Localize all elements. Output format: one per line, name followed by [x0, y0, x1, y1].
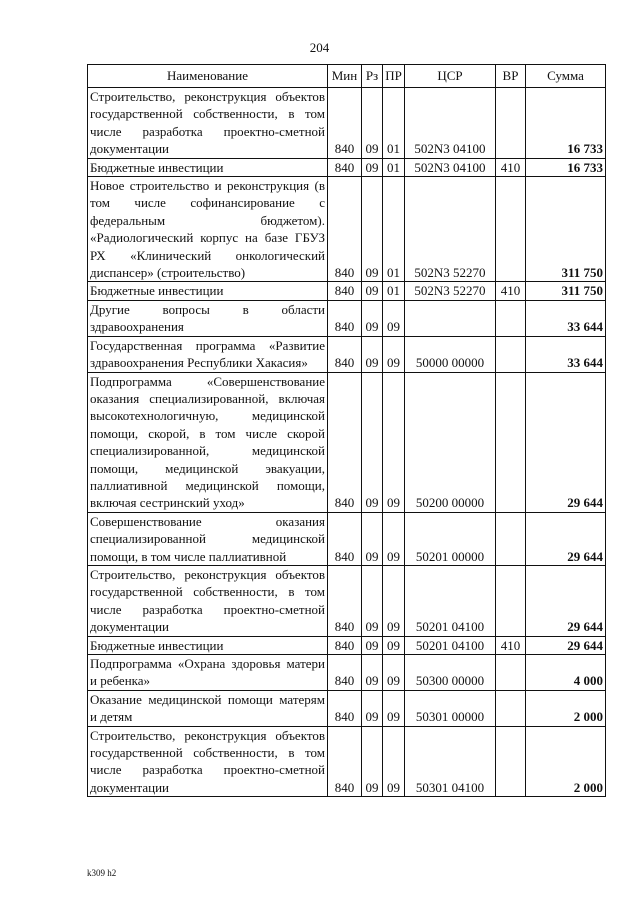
row-sum: 311 750: [526, 282, 606, 300]
row-name: Бюджетные инвестиции: [88, 158, 328, 176]
row-csr: 50200 00000: [405, 372, 496, 512]
row-rz: 09: [362, 372, 383, 512]
row-pr: 09: [383, 655, 405, 691]
row-csr: [405, 300, 496, 336]
row-pr: 01: [383, 158, 405, 176]
row-rz: 09: [362, 726, 383, 797]
row-sum: 2 000: [526, 690, 606, 726]
header-sum: Сумма: [526, 65, 606, 88]
table-row: [88, 512, 606, 565]
table-row: [88, 158, 606, 176]
row-pr: 09: [383, 726, 405, 797]
table-header-row: [88, 65, 606, 88]
row-csr: 50201 04100: [405, 636, 496, 654]
row-name: Строительство, реконструкция объектов государственной собственности, в том числе разработка проектно-сметной документации: [88, 88, 328, 159]
header-rz: Рз: [362, 65, 383, 88]
row-vr: [496, 336, 526, 372]
row-rz: 09: [362, 158, 383, 176]
header-csr: ЦСР: [405, 65, 496, 88]
row-csr: 502N3 52270: [405, 282, 496, 300]
row-name: Строительство, реконструкция объектов государственной собственности, в том числе разработка проектно-сметной документации: [88, 726, 328, 797]
row-vr: 410: [496, 158, 526, 176]
row-sum: 4 000: [526, 655, 606, 691]
header-pr: ПР: [383, 65, 405, 88]
row-csr: 50000 00000: [405, 336, 496, 372]
row-min: 840: [328, 636, 362, 654]
row-vr: [496, 565, 526, 636]
row-vr: 410: [496, 636, 526, 654]
row-pr: 09: [383, 336, 405, 372]
row-vr: [496, 177, 526, 282]
row-sum: 33 644: [526, 336, 606, 372]
row-rz: 09: [362, 636, 383, 654]
table-row: [88, 372, 606, 512]
table-row: [88, 726, 606, 797]
row-rz: 09: [362, 177, 383, 282]
row-rz: 09: [362, 336, 383, 372]
row-sum: 16 733: [526, 158, 606, 176]
row-sum: 16 733: [526, 88, 606, 159]
table-row: [88, 565, 606, 636]
row-sum: 2 000: [526, 726, 606, 797]
row-name: Подпрограмма «Охрана здоровья матери и ребенка»: [88, 655, 328, 691]
row-name: Другие вопросы в области здравоохранения: [88, 300, 328, 336]
row-pr: 01: [383, 88, 405, 159]
table-row: [88, 336, 606, 372]
row-sum: 29 644: [526, 636, 606, 654]
row-name: Совершенствование оказания специализированной медицинской помощи, в том числе паллиативной: [88, 512, 328, 565]
table-row: [88, 300, 606, 336]
table-row: [88, 636, 606, 654]
row-min: 840: [328, 690, 362, 726]
row-min: 840: [328, 282, 362, 300]
row-name: Бюджетные инвестиции: [88, 282, 328, 300]
row-sum: 33 644: [526, 300, 606, 336]
row-min: 840: [328, 512, 362, 565]
row-csr: 502N3 04100: [405, 158, 496, 176]
row-vr: [496, 726, 526, 797]
budget-table: [87, 64, 606, 797]
page-number: 204: [309, 40, 330, 55]
row-csr: 50201 04100: [405, 565, 496, 636]
row-csr: 502N3 52270: [405, 177, 496, 282]
row-min: 840: [328, 88, 362, 159]
row-pr: 01: [383, 177, 405, 282]
header-vr: ВР: [496, 65, 526, 88]
row-vr: [496, 300, 526, 336]
row-name: Строительство, реконструкция объектов государственной собственности, в том числе разработка проектно-сметной документации: [88, 565, 328, 636]
header-name: Наименование: [88, 65, 328, 88]
row-name: Бюджетные инвестиции: [88, 636, 328, 654]
row-csr: 50301 00000: [405, 690, 496, 726]
row-sum: 29 644: [526, 372, 606, 512]
table-row: [88, 177, 606, 282]
row-vr: [496, 88, 526, 159]
row-min: 840: [328, 565, 362, 636]
header-min: Мин: [328, 65, 362, 88]
row-csr: 502N3 04100: [405, 88, 496, 159]
row-rz: 09: [362, 512, 383, 565]
table-row: [88, 655, 606, 691]
row-csr: 50301 04100: [405, 726, 496, 797]
row-vr: 410: [496, 282, 526, 300]
row-pr: 09: [383, 372, 405, 512]
row-pr: 01: [383, 282, 405, 300]
row-csr: 50300 00000: [405, 655, 496, 691]
row-vr: [496, 512, 526, 565]
row-name: Подпрограмма «Совершенствование оказания специализированной, включая высокотехнологичную, медицинской помощи, скорой, в том числе скорой специализированной, медицинской помощи, медицинской эвакуации, паллиативной медицинской помощи, включая сестринский уход»: [88, 372, 328, 512]
table-row: [88, 282, 606, 300]
row-sum: 29 644: [526, 565, 606, 636]
row-vr: [496, 690, 526, 726]
table-row: [88, 88, 606, 159]
row-pr: 09: [383, 690, 405, 726]
row-rz: 09: [362, 88, 383, 159]
row-min: 840: [328, 336, 362, 372]
document-code: k309 h2: [87, 868, 117, 878]
row-sum: 29 644: [526, 512, 606, 565]
table-row: [88, 690, 606, 726]
row-vr: [496, 372, 526, 512]
row-pr: 09: [383, 300, 405, 336]
row-pr: 09: [383, 636, 405, 654]
row-pr: 09: [383, 512, 405, 565]
row-min: 840: [328, 655, 362, 691]
row-min: 840: [328, 300, 362, 336]
row-name: Оказание медицинской помощи матерям и детям: [88, 690, 328, 726]
row-min: 840: [328, 726, 362, 797]
row-rz: 09: [362, 655, 383, 691]
row-rz: 09: [362, 565, 383, 636]
row-min: 840: [328, 177, 362, 282]
row-min: 840: [328, 372, 362, 512]
row-rz: 09: [362, 300, 383, 336]
row-csr: 50201 00000: [405, 512, 496, 565]
row-min: 840: [328, 158, 362, 176]
row-name: Государственная программа «Развитие здравоохранения Республики Хакасия»: [88, 336, 328, 372]
row-name: Новое строительство и реконструкция (в том числе софинансирование с федеральным бюджетом). «Радиологический корпус на базе ГБУЗ РХ «Клинический онкологический диспансер» (строительство): [88, 177, 328, 282]
row-vr: [496, 655, 526, 691]
row-pr: 09: [383, 565, 405, 636]
row-rz: 09: [362, 282, 383, 300]
row-sum: 311 750: [526, 177, 606, 282]
row-rz: 09: [362, 690, 383, 726]
